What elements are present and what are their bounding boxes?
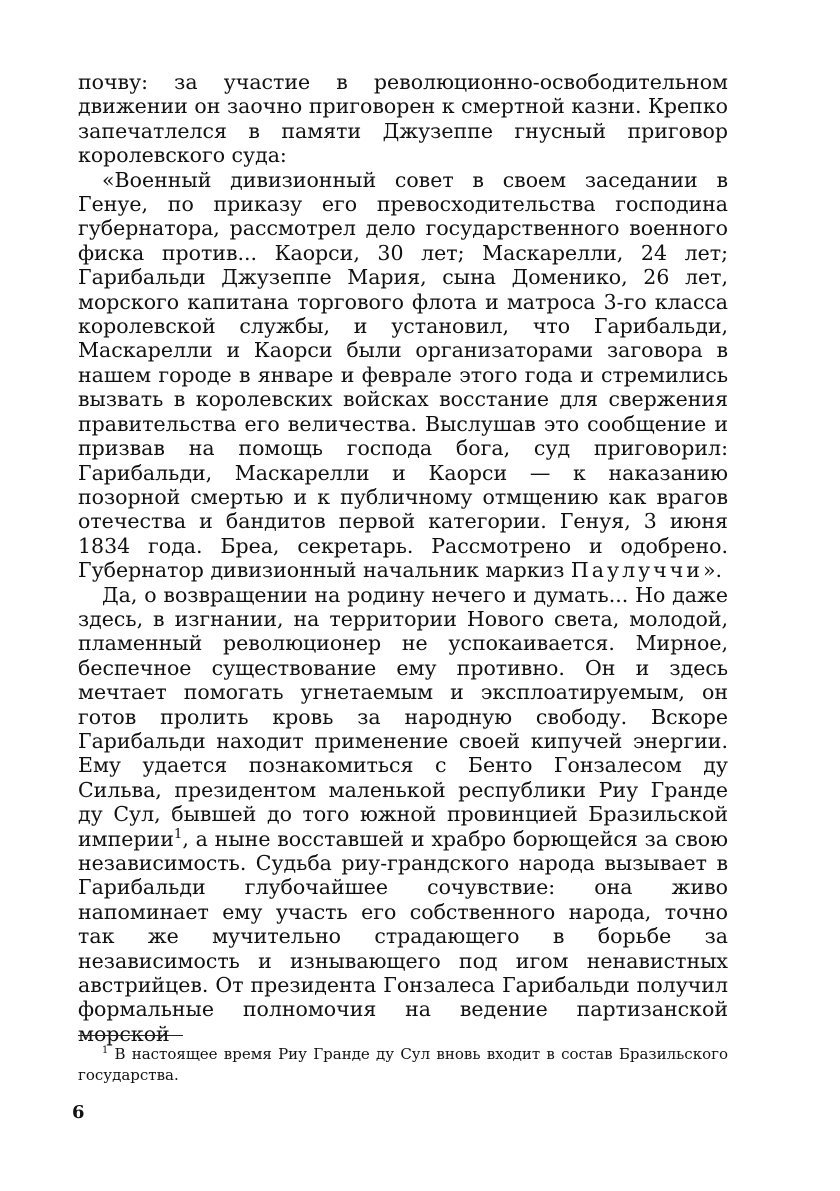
main-text — [78, 70, 728, 1046]
paragraph-3-text-b: , а ныне восставшей и храбро борющейся за свою независимость. Судьба риу-грандского народа вызывает в Гарибальди глубочайшее сочувствие: она живо напоминает ему участь его собственного народа, точно так же мучительно страдающего в борьбе за независимость и изнывающего под игом ненавистных австрийцев. От президента Гонзалеса Гарибальди получил формальные полномочия на ведение партизанской морской — [78, 826, 728, 1046]
verdict-closing: ». — [702, 558, 722, 583]
verdict-signature: Паулуччи — [570, 558, 703, 583]
paragraph-2-verdict — [78, 168, 728, 583]
footnote-mark: 1 — [102, 1045, 109, 1056]
footnote — [78, 1044, 728, 1086]
footnote-divider — [78, 1035, 183, 1036]
footnote-reference[interactable]: 1 — [173, 826, 183, 842]
page-body — [78, 70, 728, 1046]
verdict-text: «Военный дивизионный совет в своем заседании в Генуе, по приказу его превосходительства господина губернатора, рассмотрел дело государственного военного фиска против... Каорси, 30 лет; Маскарелли, 24 лет; Гарибальди Джузеппе Мария, сына Доменико, 26 лет, морского капитана торгового флота и матроса 3-го класса королевской службы, и установил, что Гарибальди, Маскарелли и Каорси были организаторами заговора в нашем городе в январе и феврале этого года и стремились вызвать в королевских войсках восстание для свержения правительства его величества. Выслушав это сообщение и призвав на помощь господа бога, суд приговорил: Гарибальди, Маскарелли и Каорси — к наказанию позорной смертью и к публичному отмщению как врагов отечества и бандитов первой категории. Генуя, 3 июня 1834 года. Бреа, секретарь. Рассмотрено и одобрено. Губернатор дивизионный начальник маркиз — [78, 167, 728, 583]
paragraph-1: почву: за участие в революционно-освободительном движении он заочно приговорен к смертной казни. Крепко запечатлелся в памяти Джузеппе гнусный приговор королевского суда: — [78, 70, 728, 168]
footnote-text: В настоящее время Риу Гранде ду Сул вновь входит в состав Бразильского государства. — [78, 1045, 728, 1084]
page-number: 6 — [72, 1102, 85, 1123]
paragraph-3-text-a: Да, о возвращении на родину нечего и думать... Но даже здесь, в изгнании, на территории Нового света, молодой, пламенный революционер не успокаивается. Мирное, беспечное существование ему противно. Он и здесь мечтает помогать угнетаемым и эксплоатируемым, он готов пролить кровь за народную свободу. Вскоре Гарибальди находит применение своей кипучей энергии. Ему удается познакомиться с Бенто Гонзалесом ду Сильва, президентом маленькой республики Риу Гранде ду Сул, бывшей до того южной провинцией Бразильской империи — [78, 582, 728, 851]
paragraph-3 — [78, 583, 728, 1047]
